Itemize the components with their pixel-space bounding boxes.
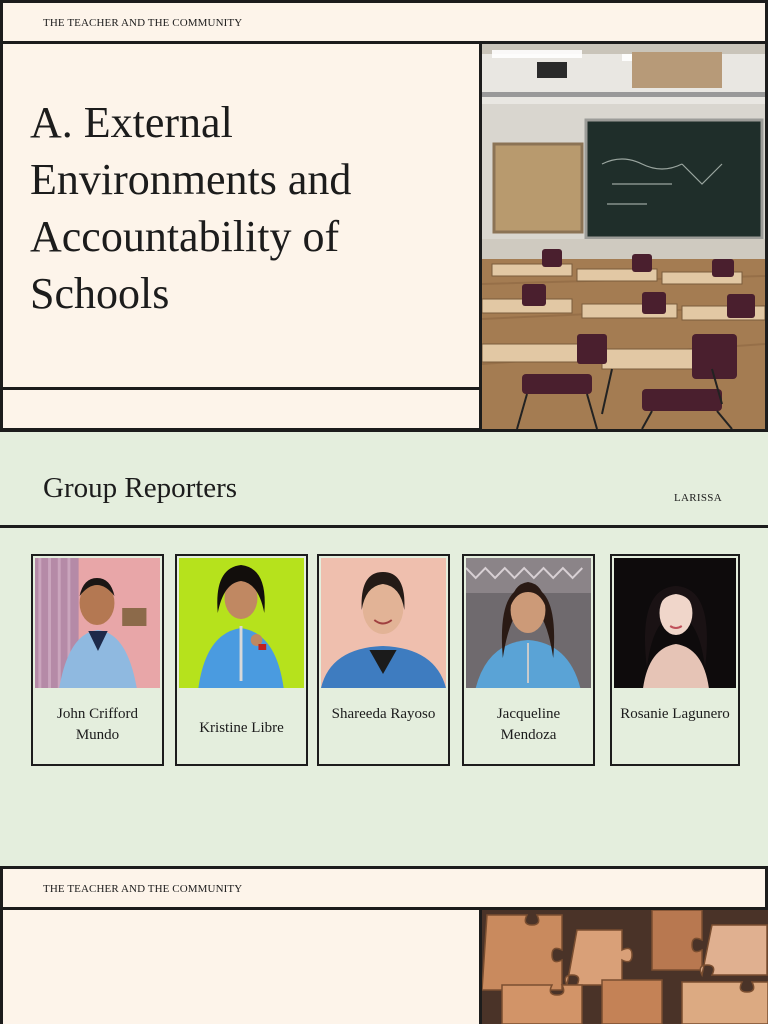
course-title: THE TEACHER AND THE COMMUNITY: [43, 17, 243, 29]
presenter-tag: LARISSA: [674, 492, 722, 504]
slide-header: [3, 869, 765, 907]
reporter-name: Rosanie Lagunero: [620, 706, 730, 722]
puzzle-pieces-photo: [482, 910, 768, 1024]
reporter-photo: [466, 558, 591, 688]
footer-panel: [3, 390, 479, 428]
reporter-photo: [179, 558, 304, 688]
slide-group-reporters: [0, 432, 768, 866]
reporter-name: John Crifford Mundo: [57, 706, 138, 743]
reporter-card: [317, 554, 450, 766]
reporter-photo: [35, 558, 160, 688]
reporter-card: [175, 554, 308, 766]
reporter-card: [31, 554, 164, 766]
divider: [0, 525, 768, 528]
slide-next: [0, 866, 768, 1024]
slide-title: [0, 0, 768, 432]
content-panel: [3, 910, 479, 1024]
slide-header: [3, 3, 765, 41]
course-title: THE TEACHER AND THE COMMUNITY: [43, 883, 243, 895]
section-title: Group Reporters: [43, 472, 238, 504]
reporter-card: [462, 554, 595, 766]
reporter-photo: [614, 558, 736, 688]
reporter-name: Kristine Libre: [199, 719, 284, 736]
reporter-photo: [321, 558, 446, 688]
reporter-name: Shareeda Rayoso: [331, 706, 436, 722]
title-panel: [3, 44, 479, 387]
reporter-card: [610, 554, 740, 766]
reporter-name: Jacqueline Mendoza: [496, 706, 561, 743]
classroom-photo: [482, 44, 765, 429]
slide-heading: A. External Environments and Accountability of Schools: [30, 98, 352, 318]
